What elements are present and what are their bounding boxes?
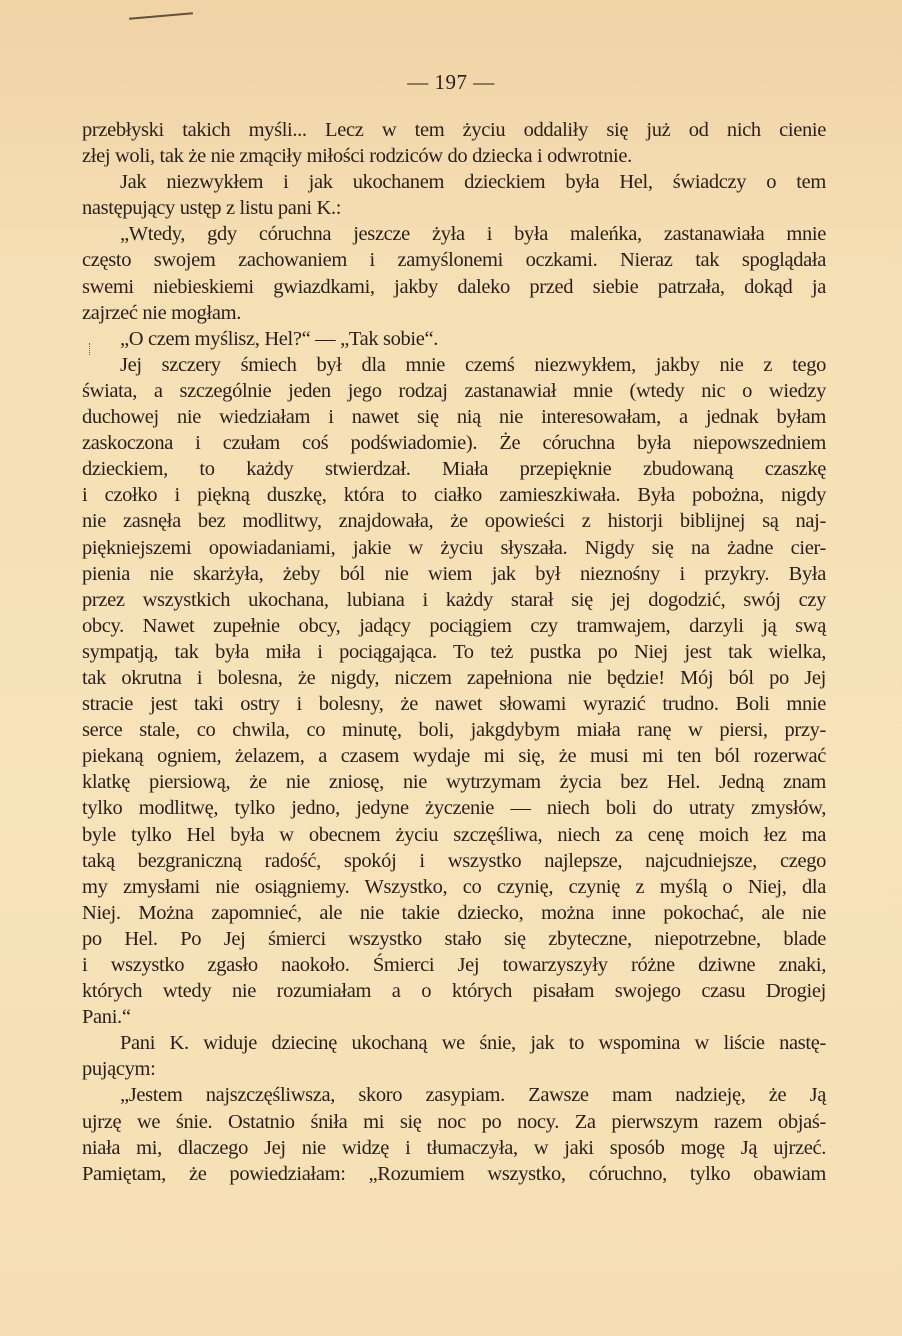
text-line: po Hel. Po Jej śmierci wszystko stało się zbyteczne, niepotrzebne, blade xyxy=(82,927,826,950)
text-line: świata, a szczególnie jeden jego rodzaj zastanawiał mnie (wtedy nic o wiedzy xyxy=(82,379,826,402)
text-line: Pani.“ xyxy=(82,1006,131,1029)
page-number: — 197 — xyxy=(407,70,495,94)
text-line: byle tylko Hel była w obecnem życiu szczęśliwa, niech za cenę moich łez ma xyxy=(82,823,826,846)
text-line: sympatją, tak była miła i pociągająca. To też pustka po Niej jest tak wielka, xyxy=(82,640,826,663)
text-line: często swojem zachowaniem i zamyślonemi oczkami. Nieraz tak spoglądała xyxy=(82,249,826,272)
text-line: niała mi, dlaczego Jej nie widzę i tłumaczyła, w jaki sposób mogę Ją ujrzeć. xyxy=(82,1136,826,1159)
text-line: przebłyski takich myśli... Lecz w tem życiu oddaliły się już od nich cienie xyxy=(82,119,826,141)
text-line: klatkę piersiową, że nie zniosę, nie wytrzymam życia bez Hel. Jedną znam xyxy=(82,771,826,794)
body-text xyxy=(82,117,826,1187)
text-line: my zmysłami nie osiągniemy. Wszystko, co czynię, czynię z myślą o Niej, dla xyxy=(82,875,826,898)
text-line: pującym: xyxy=(82,1058,156,1081)
text-line: Pamiętam, że powiedziałam: „Rozumiem wszystko, córuchno, tylko obawiam xyxy=(82,1162,826,1185)
text-line: Jak niezwykłem i jak ukochanem dzieckiem była Hel, świadczy o tem xyxy=(120,171,826,194)
text-line: duchowej nie wiedziałam i nawet się nią nie interesowałam, a jednak byłam xyxy=(82,406,826,429)
text-line: nie zasnęła bez modlitwy, znajdowała, że opowieści z historji biblijnej są naj- xyxy=(82,510,826,533)
pen-mark xyxy=(129,12,193,20)
text-line: dzieckiem, to każdy stwierdzał. Miała przepięknie zbudowaną czaszkę xyxy=(82,458,826,481)
text-line: serce stale, co chwila, co minutę, boli, jakgdybym miała ranę w piersi, przy- xyxy=(82,719,826,742)
text-line: zajrzeć nie mogłam. xyxy=(82,301,241,324)
text-line: „Wtedy, gdy córuchna jeszcze żyła i była maleńka, zastanawiała mnie xyxy=(120,223,826,246)
text-line: pienia nie skarżyła, żeby ból nie wiem jak był nieznośny i przykry. Była xyxy=(82,562,826,585)
text-line: przez wszystkich ukochana, lubiana i każdy starał się jej dogodzić, swój czy xyxy=(82,588,826,611)
text-line: tak okrutna i bolesna, że nigdy, niczem zapełniona nie będzie! Mój ból po Jej xyxy=(82,666,826,689)
text-line: stracie jest taki ostry i bolesny, że nawet słowami wyrazić trudno. Boli mnie xyxy=(82,693,826,716)
text-line: złej woli, tak że nie zmąciły miłości rodziców do dziecka i odwrotnie. xyxy=(82,145,632,168)
text-line: obcy. Nawet zupełnie obcy, jadący pociągiem czy tramwajem, darzyli ją swą xyxy=(82,614,826,637)
text-line: tylko modlitwę, tylko jedno, jedyne życzenie — niech boli do utraty zmysłów, xyxy=(82,797,826,820)
text-line: ujrzę we śnie. Ostatnio śniła mi się noc po nocy. Za pierwszym razem objaś- xyxy=(82,1110,826,1133)
text-line: Jej szczery śmiech był dla mnie czemś niezwykłem, jakby nie z tego xyxy=(120,353,826,376)
text-line: i czołko i piękną duszkę, która to ciałko zamieszkiwała. Była pobożna, nigdy xyxy=(82,484,826,507)
text-line: Niej. Można zapomnieć, ale nie takie dziecko, można inne pokochać, ale nie xyxy=(82,901,826,924)
text-line: następujący ustęp z listu pani K.: xyxy=(82,197,342,220)
text-line: zaskoczona i czułam coś podświadomie). Że córuchna była niepowszedniem xyxy=(82,432,826,455)
text-line: „O czem myślisz, Hel?“ — „Tak sobie“. xyxy=(120,327,439,350)
text-line: „Jestem najszczęśliwsza, skoro zasypiam. Zawsze mam nadzieję, że Ją xyxy=(120,1084,826,1107)
text-line: swemi niebieskiemi gwiazdkami, jakby daleko przed siebie patrzała, dokąd ja xyxy=(82,275,826,298)
text-line: których wtedy nie rozumiałam a o których pisałam swojego czasu Drogiej xyxy=(82,980,826,1003)
text-line: taką bezgraniczną radość, spokój i wszystko najlepsze, najcudniejsze, czego xyxy=(82,849,826,872)
text-line: Pani K. widuje dziecinę ukochaną we śnie, jak to wspomina w liście nastę- xyxy=(120,1032,826,1055)
text-line: piękniejszemi opowiadaniami, jakie w życiu słyszała. Nigdy się na żadne cier- xyxy=(82,536,826,559)
text-line: i wszystko zgasło naokoło. Śmierci Jej towarzyszyły różne dziwne znaki, xyxy=(82,954,826,976)
text-line: piekaną ogniem, żelazem, a czasem wydaje mi się, że musi mi ten ból rozerwać xyxy=(82,745,826,768)
